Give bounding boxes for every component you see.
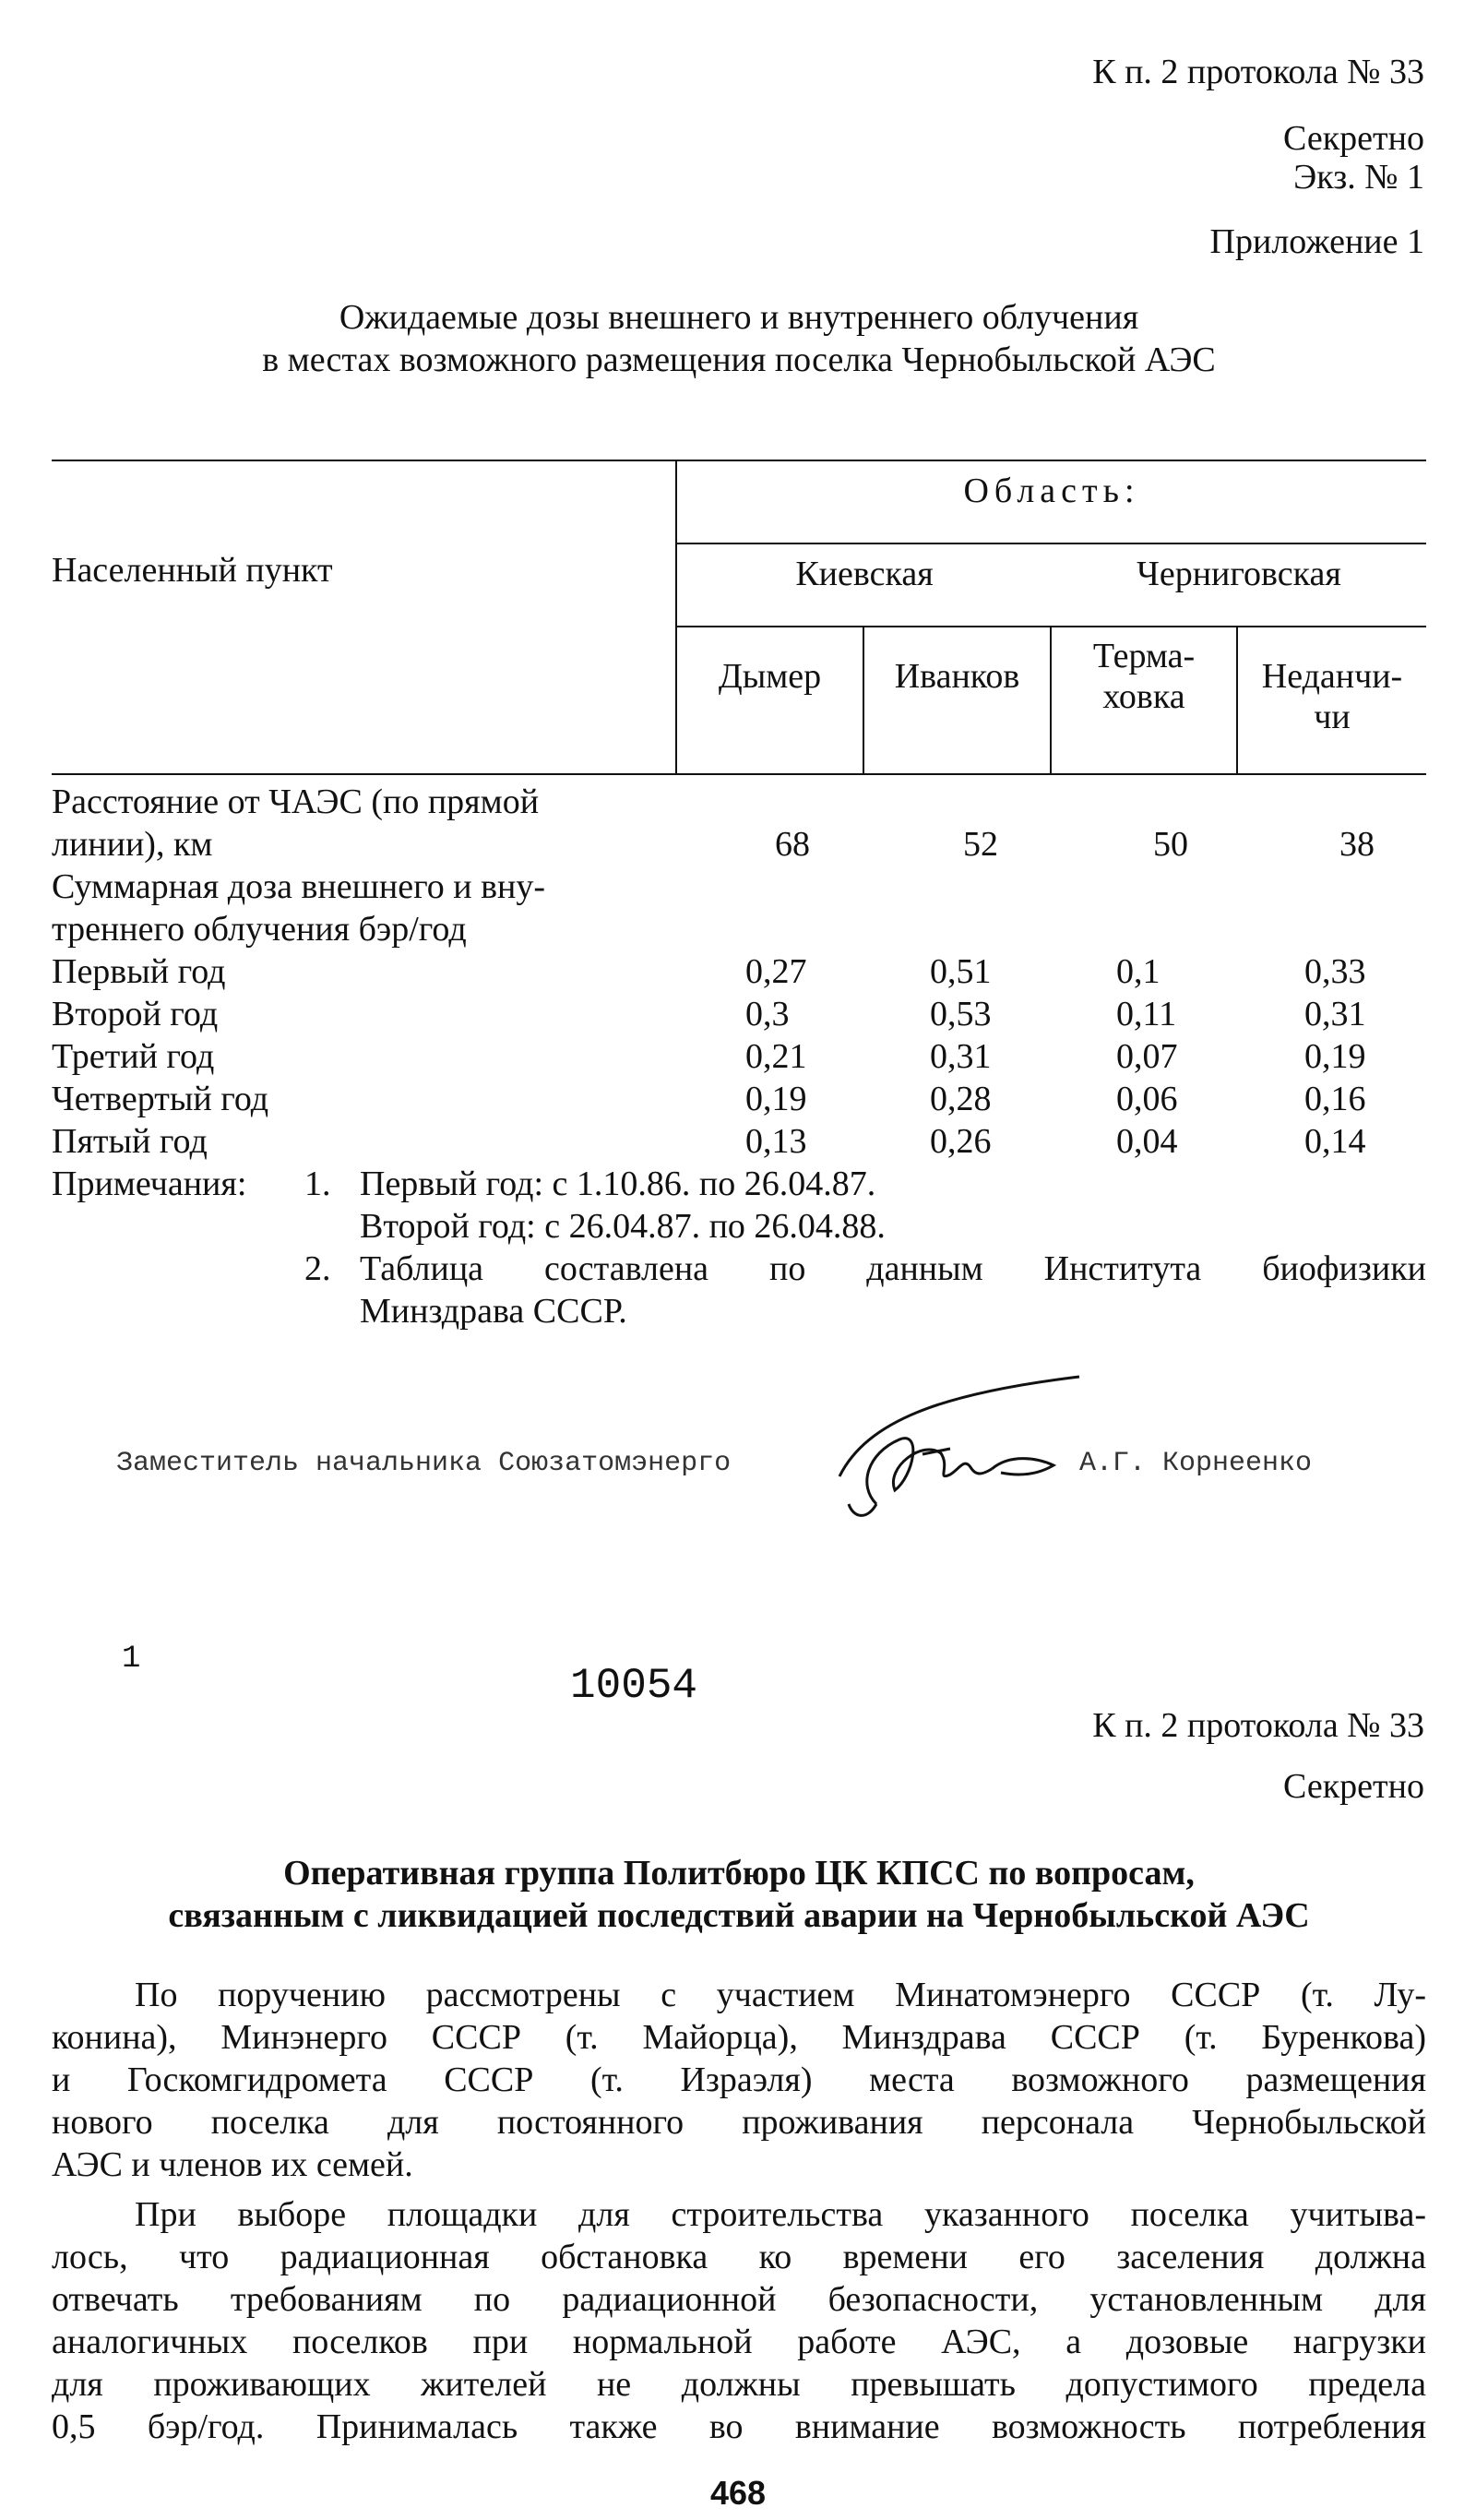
paragraph-line: лось, что радиационная обстановка ко времени его заселения должна (52, 2238, 1426, 2276)
paragraph-line: отвечать требованиям по радиационной безопасности, установленным для (52, 2280, 1426, 2319)
paragraph-line: АЭС и членов их семей. (52, 2145, 413, 2184)
value-ivankov: 0,28 (930, 1080, 992, 1118)
paragraph-line: 0,5 бэр/год. Принималась также во внимание возможность потребления (52, 2407, 1426, 2446)
notes-label: Примечания: (52, 1164, 247, 1203)
row-label: Третий год (52, 1037, 215, 1076)
classification-label: Секретно (1283, 119, 1424, 158)
table-top-rule (52, 460, 1426, 461)
value-termakhovka: 0,11 (1116, 995, 1177, 1033)
place-termakhovka: Терма- ховка (1092, 637, 1196, 716)
paragraph-line: нового поселка для постоянного проживания персонала Чернобыльской (52, 2103, 1426, 2142)
column-header-settlement: Населенный пункт (52, 551, 333, 590)
note-1-line-2: Второй год: с 26.04.87. по 26.04.88. (360, 1207, 886, 1246)
value-dymer: 0,27 (745, 952, 807, 991)
value-nedanchichi: 0,16 (1304, 1080, 1366, 1118)
note-2-number: 2. (304, 1249, 331, 1288)
value-termakhovka: 0,06 (1116, 1080, 1178, 1118)
distance-label-line-1: Расстояние от ЧАЭС (по прямой (52, 782, 540, 821)
doc2-title-line-1: Оперативная группа Политбюро ЦК КПСС по вопросам, (283, 1854, 1195, 1893)
protocol-reference: К п. 2 протокола № 33 (1092, 53, 1424, 91)
row-label: Второй год (52, 995, 219, 1033)
value-termakhovka: 0,1 (1116, 952, 1161, 991)
archive-number: 10054 (570, 1662, 698, 1710)
place-divider-1 (863, 626, 864, 773)
place-nedanchichi: Неданчи- чи (1261, 657, 1403, 736)
note-2-line-1: Таблица составлена по данным Института биофизики (360, 1249, 1426, 1288)
region-kyiv: Киевская (795, 555, 934, 593)
value-nedanchichi: 0,33 (1304, 952, 1366, 991)
distance-termakhovka: 50 (1153, 825, 1188, 864)
distance-dymer: 68 (775, 825, 810, 864)
note-1-line-1: Первый год: с 1.10.86. по 26.04.87. (360, 1164, 876, 1203)
value-termakhovka: 0,07 (1116, 1037, 1178, 1076)
note-1-number: 1. (304, 1164, 331, 1203)
distance-label-line-2: линии), км (52, 825, 213, 864)
paragraph-line: и Госкомгидромета СССР (т. Израэля) места возможного размещения (52, 2060, 1426, 2099)
place-ivankov: Иванков (894, 657, 1020, 696)
row-label: Пятый год (52, 1122, 208, 1161)
place-dymer: Дымер (718, 657, 822, 696)
distance-ivankov: 52 (963, 825, 998, 864)
value-termakhovka: 0,04 (1116, 1122, 1178, 1161)
classification-label-2: Секретно (1283, 1767, 1424, 1806)
protocol-reference-2: К п. 2 протокола № 33 (1092, 1706, 1424, 1745)
signatory-title: Заместитель начальника Союзатомэнерго (116, 1448, 732, 1479)
value-ivankov: 0,31 (930, 1037, 992, 1076)
value-dymer: 0,19 (745, 1080, 807, 1118)
left-page-mark: 1 (122, 1642, 141, 1677)
value-dymer: 0,21 (745, 1037, 807, 1076)
paragraph-line: конина), Минэнерго СССР (т. Майорца), Минздрава СССР (т. Буренкова) (52, 2018, 1426, 2057)
region-rule (675, 543, 1426, 544)
copy-number: Экз. № 1 (1293, 158, 1424, 197)
signatory-name: А.Г. Корнеенко (1079, 1448, 1313, 1479)
column-header-region: Область: (963, 472, 1140, 510)
value-dymer: 0,3 (745, 995, 790, 1033)
appendix-label: Приложение 1 (1209, 222, 1424, 261)
value-nedanchichi: 0,14 (1304, 1122, 1366, 1161)
note-2-line-2: Минздрава СССР. (360, 1292, 627, 1331)
table-title-line-2: в местах возможного размещения поселка Чернобыльской АЭС (262, 340, 1216, 379)
dose-label-line-1: Суммарная доза внешнего и вну- (52, 867, 546, 906)
value-ivankov: 0,51 (930, 952, 992, 991)
paragraph-line: При выборе площадки для строительства указанного поселка учитыва- (135, 2195, 1426, 2234)
doc2-title-line-2: связанным с ликвидацией последствий аварии на Чернобыльской АЭС (168, 1896, 1310, 1935)
table-title-line-1: Ожидаемые дозы внешнего и внутреннего облучения (339, 298, 1139, 337)
signature-image (812, 1366, 1107, 1532)
value-ivankov: 0,53 (930, 995, 992, 1033)
dose-label-line-2: треннего облучения бэр/год (52, 910, 467, 949)
paragraph-line: По поручению рассмотрены с участием Минатомэнерго СССР (т. Лу- (135, 1976, 1426, 2014)
page-number: 468 (709, 2474, 767, 2512)
row-label: Первый год (52, 952, 226, 991)
distance-nedanchichi: 38 (1339, 825, 1375, 864)
value-nedanchichi: 0,31 (1304, 995, 1366, 1033)
table-header-bottom-rule (52, 773, 1426, 775)
region-chernihiv: Черниговская (1137, 555, 1341, 593)
value-ivankov: 0,26 (930, 1122, 992, 1161)
value-dymer: 0,13 (745, 1122, 807, 1161)
value-nedanchichi: 0,19 (1304, 1037, 1366, 1076)
paragraph-line: для проживающих жителей не должны превышать допустимого предела (52, 2365, 1426, 2404)
paragraph-line: аналогичных поселков при нормальной работе АЭС, а дозовые нагрузки (52, 2323, 1426, 2361)
row-label: Четвертый год (52, 1080, 269, 1118)
